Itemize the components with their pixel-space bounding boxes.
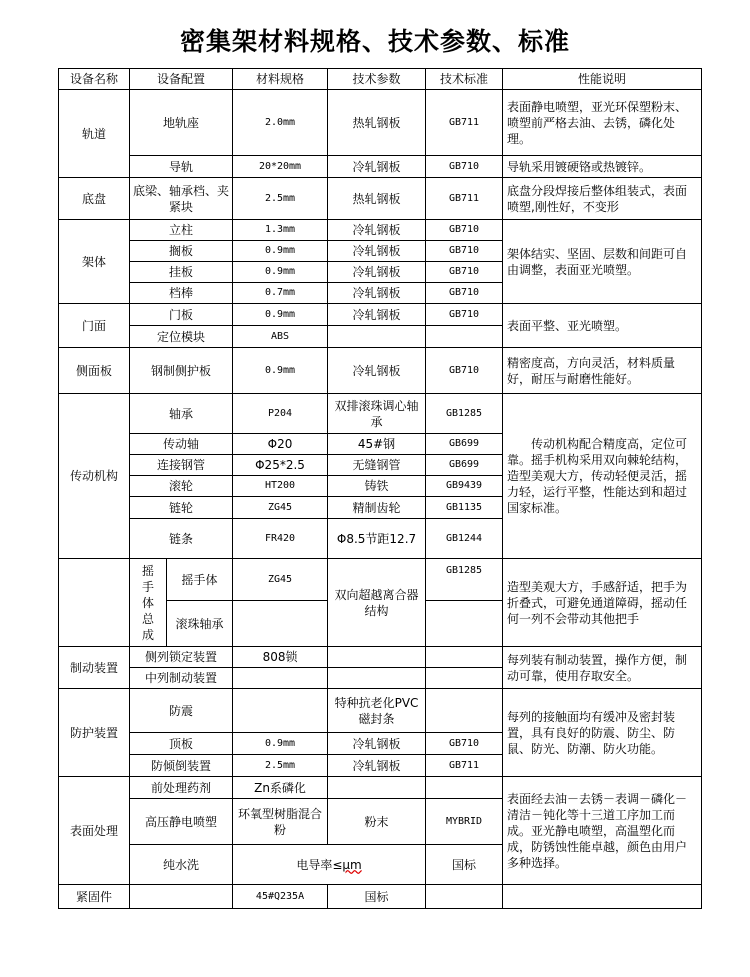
tech-standard [426,668,503,689]
performance-note: 传动机构配合精度高，定位可靠。摇手机构采用双向棘轮结构，造型美观大方，传动轻便灵活，摇力轻，运行平整，性能达到和超过国家标准。 [503,394,702,559]
material-spec: ZG45 [233,559,328,601]
header-cell: 设备名称 [59,69,130,90]
tech-standard [426,326,503,348]
device-config: 高压静电喷塑 [130,799,233,845]
table-row [59,559,702,601]
device-name: 底盘 [59,178,130,220]
device-config: 滚轮 [130,476,233,497]
material-spec: Φ20 [233,434,328,455]
crank-group-label: 摇 手 体 总 成 [130,559,167,647]
tech-param: 45#钢 [328,434,426,455]
device-config: 中列制动装置 [130,668,233,689]
device-config: 门板 [130,304,233,326]
device-name [59,559,130,647]
header-cell: 材料规格 [233,69,328,90]
tech-standard: GB710 [426,304,503,326]
device-config: 摇手体 [167,559,233,601]
device-name: 制动装置 [59,647,130,689]
table-row [59,178,702,220]
tech-standard: GB710 [426,220,503,241]
device-config: 连接钢管 [130,455,233,476]
performance-note [503,885,702,909]
device-name: 侧面板 [59,348,130,394]
tech-standard: GB1285 [426,559,503,601]
performance-note: 架体结实、坚固、层数和间距可自由调整，表面亚光喷塑。 [503,220,702,304]
device-config [130,885,233,909]
tech-param: 热轧钢板 [328,90,426,156]
performance-note: 造型美观大方，手感舒适，把手为折叠式，可避免通道障碍，摇动任何一列不会带动其他把手 [503,559,702,647]
material-spec: 0.7mm [233,283,328,304]
material-spec: 2.5mm [233,178,328,220]
device-config: 顶板 [130,733,233,755]
tech-standard: GB1244 [426,519,503,559]
header-cell: 技术参数 [328,69,426,90]
performance-note: 表面平整、亚光喷塑。 [503,304,702,348]
device-config: 轴承 [130,394,233,434]
device-config: 地轨座 [130,90,233,156]
table-row [59,394,702,434]
device-name: 紧固件 [59,885,130,909]
device-config: 钢制侧护板 [130,348,233,394]
tech-standard: GB1285 [426,394,503,434]
tech-standard: GB1135 [426,497,503,519]
performance-note: 底盘分段焊接后整体组装式，表面喷塑,刚性好，不变形 [503,178,702,220]
tech-param: 精制齿轮 [328,497,426,519]
device-config: 档棒 [130,283,233,304]
device-config: 导轨 [130,156,233,178]
material-spec: ZG45 [233,497,328,519]
tech-param: 冷轧钢板 [328,304,426,326]
device-name: 防护装置 [59,689,130,777]
material-spec: 0.9mm [233,262,328,283]
material-spec: 2.5mm [233,755,328,777]
tech-standard: GB9439 [426,476,503,497]
device-name: 门面 [59,304,130,348]
device-config: 纯水洗 [130,845,233,885]
device-name: 传动机构 [59,394,130,559]
tech-standard: MYBRID [426,799,503,845]
table-row [59,220,702,241]
material-spec: 2.0mm [233,90,328,156]
material-spec: ABS [233,326,328,348]
material-spec: 0.9mm [233,348,328,394]
device-config: 立柱 [130,220,233,241]
table-row [59,90,702,156]
tech-standard: GB710 [426,156,503,178]
material-spec: P204 [233,394,328,434]
tech-standard: GB710 [426,241,503,262]
device-name: 表面处理 [59,777,130,885]
material-spec [233,689,328,733]
material-spec: 45#Q235A [233,885,328,909]
tech-param: 双向超越离合器结构 [328,559,426,647]
tech-standard: GB699 [426,455,503,476]
table-row [59,689,702,733]
device-name: 轨道 [59,90,130,178]
device-config: 搁板 [130,241,233,262]
tech-standard [426,885,503,909]
material-spec: 0.9mm [233,733,328,755]
conductivity-value: 电导率≤μm [233,845,426,885]
material-spec [233,668,328,689]
tech-param [328,668,426,689]
table-row [59,304,702,326]
tech-standard [426,689,503,733]
tech-param: 冷轧钢板 [328,156,426,178]
device-config: 链轮 [130,497,233,519]
tech-param: 国标 [328,885,426,909]
tech-standard: GB699 [426,434,503,455]
table-row [59,156,702,178]
tech-param [328,777,426,799]
device-config: 底梁、轴承档、夹紧块 [130,178,233,220]
tech-param: 冷轧钢板 [328,262,426,283]
material-spec: 20*20mm [233,156,328,178]
spec-table [58,68,702,909]
performance-note: 每列的接触面均有缓冲及密封装置，具有良好的防震、防尘、防鼠、防光、防潮、防火功能。 [503,689,702,777]
table-row [59,777,702,799]
device-name: 架体 [59,220,130,304]
tech-param: 冷轧钢板 [328,220,426,241]
device-config: 防倾倒装置 [130,755,233,777]
table-row [59,647,702,668]
tech-param [328,326,426,348]
table-row [59,348,702,394]
performance-note: 表面经去油－去锈－表调－磷化－清洁－钝化等十三道工序加工而成。亚光静电喷塑，高温塑化而成，防锈蚀性能卓越，颜色由用户多种选择。 [503,777,702,885]
tech-standard: 国标 [426,845,503,885]
tech-standard [426,647,503,668]
header-row [59,69,702,90]
tech-param: 冷轧钢板 [328,348,426,394]
material-spec: Zn系磷化 [233,777,328,799]
tech-param: 粉末 [328,799,426,845]
device-config: 链条 [130,519,233,559]
material-spec: 0.9mm [233,304,328,326]
device-config: 滚珠轴承 [167,601,233,647]
tech-param: 双排滚珠调心轴承 [328,394,426,434]
material-spec: 808锁 [233,647,328,668]
performance-note: 每列装有制动装置，操作方便，制动可靠，使用存取安全。 [503,647,702,689]
tech-standard: GB710 [426,283,503,304]
tech-param: 特种抗老化PVC磁封条 [328,689,426,733]
material-spec: 1.3mm [233,220,328,241]
header-cell: 技术标准 [426,69,503,90]
tech-standard: GB710 [426,733,503,755]
tech-standard: GB710 [426,348,503,394]
tech-param: 无缝钢管 [328,455,426,476]
tech-standard: GB711 [426,178,503,220]
tech-param: 冷轧钢板 [328,733,426,755]
tech-param: 热轧钢板 [328,178,426,220]
tech-standard [426,777,503,799]
tech-standard: GB710 [426,262,503,283]
material-spec: 环氧型树脂混合粉 [233,799,328,845]
tech-param: 铸铁 [328,476,426,497]
tech-param: 冷轧钢板 [328,283,426,304]
material-spec [233,601,328,647]
tech-param: 冷轧钢板 [328,755,426,777]
device-config: 传动轴 [130,434,233,455]
tech-standard: GB711 [426,90,503,156]
tech-param [328,647,426,668]
device-config: 挂板 [130,262,233,283]
performance-note: 导轨采用镀硬铬或热镀锌。 [503,156,702,178]
device-config: 侧列锁定装置 [130,647,233,668]
material-spec: HT200 [233,476,328,497]
material-spec: Φ25*2.5 [233,455,328,476]
page-title: 密集架材料规格、技术参数、标准 [179,27,570,56]
tech-standard [426,601,503,647]
device-config: 前处理药剂 [130,777,233,799]
device-config: 定位模块 [130,326,233,348]
performance-note: 表面静电喷塑，亚光环保塑粉末、喷塑前严格去油、去锈，磷化处理。 [503,90,702,156]
tech-standard: GB711 [426,755,503,777]
table-row [59,885,702,909]
tech-param: Φ8.5节距12.7 [328,519,426,559]
tech-param: 冷轧钢板 [328,241,426,262]
performance-note: 精密度高，方向灵活，材料质量好，耐压与耐磨性能好。 [503,348,702,394]
material-spec: 0.9mm [233,241,328,262]
device-config: 防震 [130,689,233,733]
header-cell: 设备配置 [130,69,233,90]
material-spec: FR420 [233,519,328,559]
header-cell: 性能说明 [503,69,702,90]
